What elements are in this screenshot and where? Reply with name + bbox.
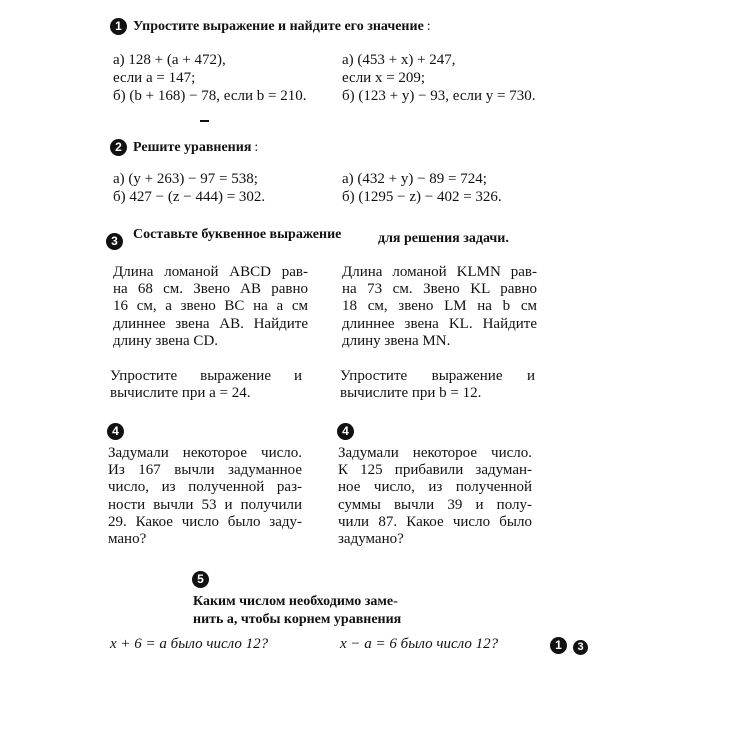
problem-line: Упростите выражение и bbox=[340, 368, 535, 384]
problem-line: вычислите при b = 12. bbox=[340, 385, 482, 402]
simplify-right bbox=[340, 368, 535, 402]
equation-line: x + 6 = a было число 12? bbox=[110, 636, 269, 652]
task-number-badge: 5 bbox=[192, 571, 209, 588]
problem-line: Длина ломаной ABCD рав- bbox=[113, 264, 308, 280]
equation-line: x − a = 6 было число 12? bbox=[340, 636, 499, 652]
simplify-left bbox=[110, 368, 302, 402]
task-number-badge: 4 bbox=[337, 423, 354, 440]
expression-line: б) (123 + y) − 93, если y = 730. bbox=[342, 88, 536, 104]
task-title-part1: Составьте буквенное выражение bbox=[133, 227, 342, 242]
problem-line: длину звена MN. bbox=[342, 332, 451, 349]
task-number-badge: 3 bbox=[106, 233, 123, 250]
problem-line: мано? bbox=[108, 530, 147, 547]
expression-line: а) (453 + x) + 247, bbox=[342, 52, 456, 68]
problem-line: ное число, из полученной bbox=[338, 479, 532, 496]
task-title-text: Решите уравнения bbox=[133, 140, 252, 155]
task-title-colon: : bbox=[426, 19, 431, 34]
equation-line: б) 427 − (z − 444) = 302. bbox=[113, 189, 266, 205]
task-title-part2: для решения задачи. bbox=[378, 231, 509, 246]
equation-line: б) (1295 − z) − 402 = 326. bbox=[342, 189, 502, 205]
problem-line: задумано? bbox=[338, 530, 404, 547]
equation-line: а) (y + 263) − 97 = 538; bbox=[113, 171, 258, 187]
expression-line: а) 128 + (a + 472), bbox=[113, 52, 226, 68]
problem-line: суммы вычли 39 и полу- bbox=[338, 496, 532, 513]
problem-line: ности вычли 53 и получили bbox=[108, 496, 302, 513]
problem-line: вычислите при a = 24. bbox=[110, 385, 251, 402]
problem-line: чили 87. Какое число было bbox=[338, 513, 532, 530]
problem-line: 16 см, а звено BC на a см bbox=[113, 298, 308, 315]
task-title-colon: : bbox=[254, 140, 259, 155]
task-title-text: Упростите выражение и найдите его значение bbox=[133, 19, 424, 34]
problem-line: Длина ломаной KLMN рав- bbox=[342, 264, 537, 280]
task-number-badge: 2 bbox=[110, 139, 127, 156]
problem-left bbox=[108, 445, 302, 548]
task-number-badge: 4 bbox=[107, 423, 124, 440]
problem-line: Задумали некоторое число. bbox=[108, 445, 302, 461]
task-title-line: Каким числом необходимо заме- bbox=[193, 594, 398, 609]
task-title bbox=[133, 19, 431, 35]
problem-right bbox=[342, 264, 537, 350]
problem-line: длину звена CD. bbox=[113, 332, 219, 349]
expression-line: б) (b + 168) − 78, если b = 210. bbox=[113, 88, 307, 104]
problem-line: Упростите выражение и bbox=[110, 368, 302, 384]
footer-badge: 1 bbox=[550, 637, 567, 654]
problem-line: 18 см, звено LM на b см bbox=[342, 298, 537, 315]
task-title-line: нить a, чтобы корнем уравнения bbox=[193, 612, 402, 627]
problem-line: длиннее звена KL. Найдите bbox=[342, 315, 537, 332]
problem-line: 29. Какое число было заду- bbox=[108, 513, 302, 530]
problem-line: длиннее звена AB. Найдите bbox=[113, 315, 308, 332]
problem-line: Из 167 вычли задуманное bbox=[108, 462, 302, 479]
problem-right bbox=[338, 445, 532, 548]
expression-line: если x = 209; bbox=[342, 70, 426, 86]
problem-left bbox=[113, 264, 308, 350]
expression-line: если a = 147; bbox=[113, 70, 196, 86]
problem-line: Задумали некоторое число. bbox=[338, 445, 532, 461]
problem-line: число, из полученной раз- bbox=[108, 479, 302, 496]
problem-line: К 125 прибавили задуман- bbox=[338, 462, 532, 479]
task-title bbox=[133, 140, 258, 156]
scan-mark bbox=[200, 120, 209, 122]
problem-line: на 73 см. Звено KL равно bbox=[342, 281, 537, 298]
problem-line: на 68 см. Звено AB равно bbox=[113, 281, 308, 298]
footer-badge: 3 bbox=[573, 640, 588, 655]
equation-line: а) (432 + y) − 89 = 724; bbox=[342, 171, 487, 187]
task-number-badge: 1 bbox=[110, 18, 127, 35]
